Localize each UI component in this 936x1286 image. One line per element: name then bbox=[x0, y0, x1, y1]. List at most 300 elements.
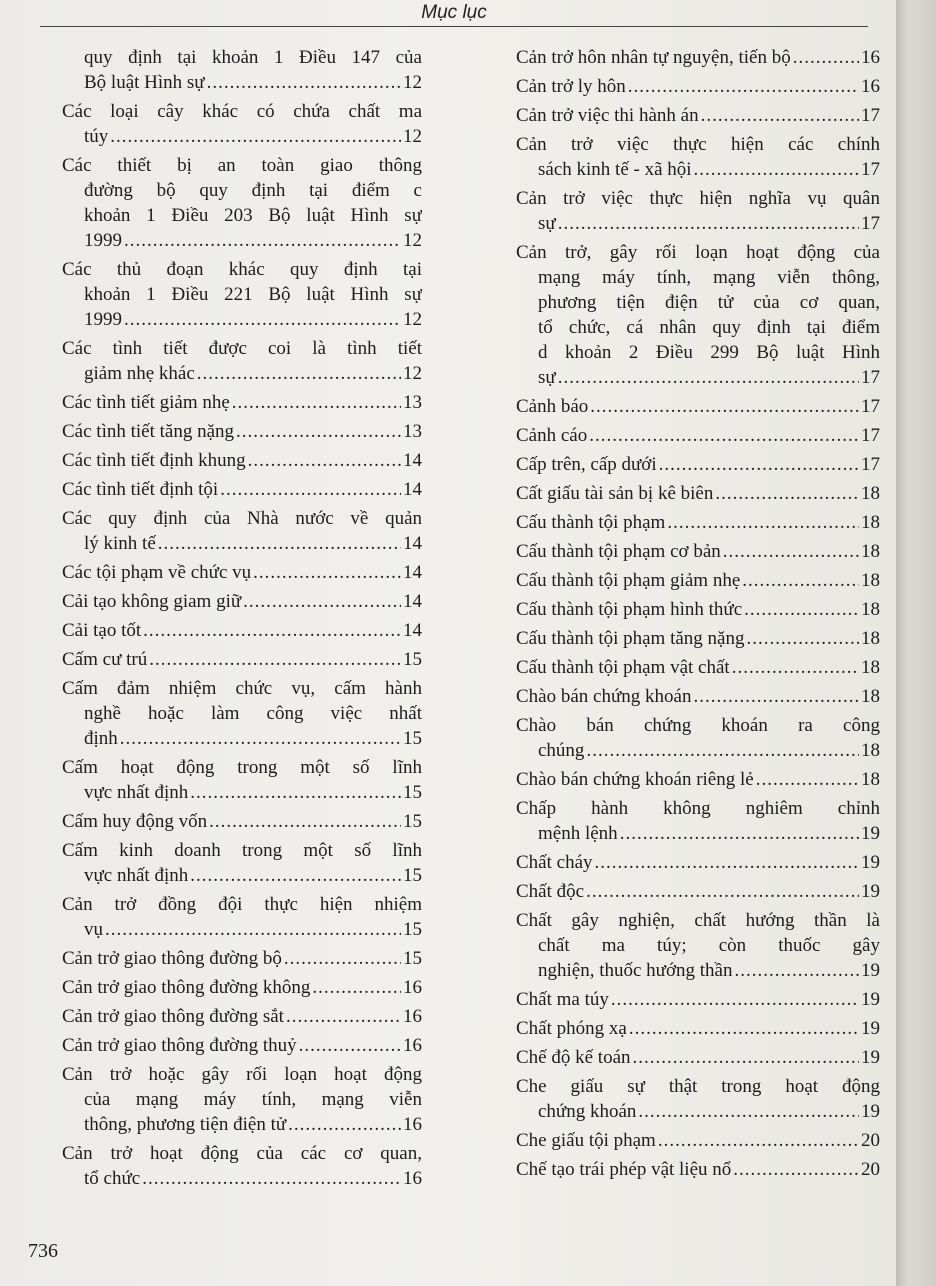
index-entry bbox=[62, 257, 422, 332]
entry-page-number: 16 bbox=[403, 1168, 422, 1189]
index-entry bbox=[516, 510, 880, 535]
page-number: 736 bbox=[28, 1240, 58, 1262]
entry-text: Các tình tiết định tội bbox=[62, 479, 219, 500]
dot-leader bbox=[589, 423, 859, 448]
entry-page-number: 20 bbox=[861, 1130, 880, 1151]
dot-leader bbox=[586, 738, 859, 763]
index-entry bbox=[62, 589, 422, 614]
dot-leader bbox=[638, 1099, 859, 1124]
index-entry bbox=[516, 1128, 880, 1153]
dot-leader bbox=[209, 809, 401, 834]
entry-page-number: 12 bbox=[403, 126, 422, 147]
dot-leader bbox=[124, 228, 401, 253]
dot-leader bbox=[288, 1112, 401, 1137]
dot-leader bbox=[633, 1045, 859, 1070]
index-entry bbox=[62, 506, 422, 556]
entry-text: Cấu thành tội phạm bbox=[516, 512, 666, 533]
dot-leader bbox=[236, 419, 401, 444]
index-entry bbox=[516, 132, 880, 182]
entry-page-number: 15 bbox=[403, 948, 422, 969]
entry-page-number: 16 bbox=[403, 977, 422, 998]
entry-page-number: 19 bbox=[861, 881, 880, 902]
entry-line: Các thủ đoạn khác quy định tại bbox=[62, 259, 422, 280]
entry-line: Che giấu sự thật trong hoạt động bbox=[516, 1076, 880, 1097]
entry-text: Cản trở giao thông đường không bbox=[62, 977, 311, 998]
dot-leader bbox=[120, 726, 401, 751]
entry-page-number: 14 bbox=[403, 591, 422, 612]
index-entry bbox=[516, 481, 880, 506]
index-entry bbox=[62, 448, 422, 473]
entry-page-number: 16 bbox=[861, 76, 880, 97]
entry-last-line bbox=[516, 1128, 880, 1153]
entry-last-line bbox=[62, 589, 422, 614]
index-entry bbox=[516, 655, 880, 680]
index-entry bbox=[516, 684, 880, 709]
dot-leader bbox=[658, 1128, 859, 1153]
index-entry bbox=[62, 647, 422, 672]
entry-last-line bbox=[516, 597, 880, 622]
entry-last-line bbox=[516, 1016, 880, 1041]
entry-text: Chế tạo trái phép vật liệu nổ bbox=[516, 1159, 732, 1180]
index-entry bbox=[516, 626, 880, 651]
index-entry bbox=[516, 850, 880, 875]
index-entry bbox=[62, 1062, 422, 1137]
index-entry bbox=[516, 394, 880, 419]
entry-last-line bbox=[516, 850, 880, 875]
entry-last-line bbox=[62, 809, 422, 834]
entry-text: Các tình tiết tăng nặng bbox=[62, 421, 235, 442]
entry-page-number: 14 bbox=[403, 479, 422, 500]
entry-line: Cản trở việc thực hiện các chính bbox=[516, 134, 880, 155]
dot-leader bbox=[284, 946, 401, 971]
entry-page-number: 15 bbox=[403, 811, 422, 832]
entry-text: Cấu thành tội phạm giảm nhẹ bbox=[516, 570, 741, 591]
dot-leader bbox=[715, 481, 859, 506]
entry-text: Chất ma túy bbox=[516, 989, 609, 1010]
dot-leader bbox=[558, 211, 859, 236]
index-entry bbox=[516, 423, 880, 448]
entry-text: Cản trở việc thi hành án bbox=[516, 105, 699, 126]
dot-leader bbox=[611, 987, 859, 1012]
entry-page-number: 18 bbox=[861, 541, 880, 562]
entry-last-line bbox=[516, 74, 880, 99]
dot-leader bbox=[149, 647, 401, 672]
entry-page-number: 20 bbox=[861, 1159, 880, 1180]
dot-leader bbox=[142, 1166, 401, 1191]
dot-leader bbox=[207, 70, 401, 95]
entry-last-line bbox=[516, 539, 880, 564]
index-entry bbox=[62, 45, 422, 95]
entry-page-number: 19 bbox=[861, 823, 880, 844]
dot-leader bbox=[629, 1016, 859, 1041]
dot-leader bbox=[732, 655, 859, 680]
entry-last-line bbox=[62, 780, 422, 805]
entry-line: Cấm kinh doanh trong một số lĩnh bbox=[62, 840, 422, 861]
entry-page-number: 14 bbox=[403, 533, 422, 554]
index-entry bbox=[516, 1074, 880, 1124]
entry-text: túy bbox=[84, 126, 109, 147]
dot-leader bbox=[734, 958, 859, 983]
entry-line: khoản 1 Điều 203 Bộ luật Hình sự bbox=[84, 205, 422, 226]
dot-leader bbox=[312, 975, 401, 1000]
entry-page-number: 16 bbox=[403, 1035, 422, 1056]
index-entry bbox=[62, 755, 422, 805]
entry-last-line bbox=[516, 510, 880, 535]
index-entry bbox=[516, 713, 880, 763]
entry-page-number: 14 bbox=[403, 562, 422, 583]
index-entry bbox=[516, 1157, 880, 1182]
index-entry bbox=[516, 1016, 880, 1041]
entry-last-line bbox=[62, 917, 422, 942]
entry-last-line bbox=[62, 863, 422, 888]
index-entry bbox=[62, 838, 422, 888]
entry-page-number: 12 bbox=[403, 363, 422, 384]
entry-line: Cản trở đồng đội thực hiện nhiệm bbox=[62, 894, 422, 915]
entry-last-line bbox=[62, 448, 422, 473]
entry-line: Cản trở, gây rối loạn hoạt động của bbox=[516, 242, 880, 263]
entry-last-line bbox=[516, 1157, 880, 1182]
entry-last-line bbox=[516, 767, 880, 792]
dot-leader bbox=[143, 618, 401, 643]
entry-last-line bbox=[516, 103, 880, 128]
entry-text: 1999 bbox=[84, 230, 122, 251]
entry-text: mệnh lệnh bbox=[538, 823, 618, 844]
dot-leader bbox=[793, 45, 859, 70]
dot-leader bbox=[105, 917, 401, 942]
entry-page-number: 18 bbox=[861, 512, 880, 533]
entry-line: Các tình tiết được coi là tình tiết bbox=[62, 338, 422, 359]
index-entry bbox=[62, 390, 422, 415]
index-entry bbox=[62, 477, 422, 502]
entry-text: Cản trở giao thông đường bộ bbox=[62, 948, 282, 969]
entry-page-number: 19 bbox=[861, 989, 880, 1010]
entry-last-line bbox=[516, 45, 880, 70]
entry-text: chúng bbox=[538, 740, 585, 761]
dot-leader bbox=[243, 589, 401, 614]
dot-leader bbox=[590, 394, 859, 419]
dot-leader bbox=[744, 597, 859, 622]
entry-text: Chất phóng xạ bbox=[516, 1018, 627, 1039]
entry-text: Cải tạo không giam giữ bbox=[62, 591, 242, 612]
dot-leader bbox=[299, 1033, 401, 1058]
entry-page-number: 14 bbox=[403, 450, 422, 471]
index-entry bbox=[62, 1141, 422, 1191]
entry-page-number: 17 bbox=[861, 454, 880, 475]
entry-page-number: 12 bbox=[403, 72, 422, 93]
entry-page-number: 12 bbox=[403, 309, 422, 330]
entry-page-number: 13 bbox=[403, 392, 422, 413]
dot-leader bbox=[586, 879, 859, 904]
entry-line: Cấm đảm nhiệm chức vụ, cấm hành bbox=[62, 678, 422, 699]
entry-last-line bbox=[62, 560, 422, 585]
dot-leader bbox=[746, 626, 859, 651]
entry-last-line bbox=[62, 647, 422, 672]
entry-text: Cấm cư trú bbox=[62, 649, 148, 670]
entry-text: Chế độ kế toán bbox=[516, 1047, 631, 1068]
entry-text: Cất giấu tài sản bị kê biên bbox=[516, 483, 714, 504]
entry-text: nghiện, thuốc hướng thần bbox=[538, 960, 733, 981]
entry-line: khoản 1 Điều 221 Bộ luật Hình sự bbox=[84, 284, 422, 305]
entry-last-line bbox=[516, 568, 880, 593]
entry-text: Cấm huy động vốn bbox=[62, 811, 208, 832]
entry-last-line bbox=[62, 1166, 422, 1191]
entry-page-number: 15 bbox=[403, 649, 422, 670]
dot-leader bbox=[190, 780, 401, 805]
entry-text: Cấu thành tội phạm hình thức bbox=[516, 599, 743, 620]
entry-text: Cấu thành tội phạm vật chất bbox=[516, 657, 730, 678]
index-entry bbox=[516, 1045, 880, 1070]
entry-page-number: 17 bbox=[861, 425, 880, 446]
entry-last-line bbox=[516, 684, 880, 709]
entry-page-number: 18 bbox=[861, 570, 880, 591]
entry-line: Chất gây nghiện, chất hướng thần là bbox=[516, 910, 880, 931]
entry-page-number: 17 bbox=[861, 396, 880, 417]
entry-page-number: 16 bbox=[403, 1114, 422, 1135]
index-entry bbox=[516, 74, 880, 99]
index-entry bbox=[516, 539, 880, 564]
entry-line: Các quy định của Nhà nước về quản bbox=[62, 508, 422, 529]
entry-text: thông, phương tiện điện tử bbox=[84, 1114, 287, 1135]
index-entry bbox=[516, 987, 880, 1012]
entry-text: định bbox=[84, 728, 118, 749]
entry-text: Chào bán chứng khoán riêng lẻ bbox=[516, 769, 754, 790]
index-entry bbox=[516, 767, 880, 792]
entry-text: 1999 bbox=[84, 309, 122, 330]
entry-line: của mạng máy tính, mạng viễn bbox=[84, 1089, 422, 1110]
entry-text: Chất độc bbox=[516, 881, 585, 902]
entry-text: Cản trở giao thông đường sắt bbox=[62, 1006, 284, 1027]
entry-last-line bbox=[516, 821, 880, 846]
dot-leader bbox=[667, 510, 859, 535]
entry-page-number: 13 bbox=[403, 421, 422, 442]
entry-last-line bbox=[62, 228, 422, 253]
entry-text: Cấu thành tội phạm cơ bản bbox=[516, 541, 721, 562]
entry-last-line bbox=[516, 655, 880, 680]
entry-last-line bbox=[62, 1004, 422, 1029]
entry-text: chứng khoán bbox=[538, 1101, 637, 1122]
header-rule bbox=[40, 26, 868, 27]
index-column-right bbox=[516, 45, 880, 1186]
entry-text: Cản trở ly hôn bbox=[516, 76, 626, 97]
index-entry bbox=[62, 676, 422, 751]
entry-last-line bbox=[516, 1099, 880, 1124]
running-header: Mục lục bbox=[421, 2, 487, 23]
entry-text: Chất cháy bbox=[516, 852, 593, 873]
entry-page-number: 17 bbox=[861, 105, 880, 126]
entry-page-number: 15 bbox=[403, 728, 422, 749]
entry-text: Chào bán chứng khoán bbox=[516, 686, 692, 707]
entry-last-line bbox=[62, 1033, 422, 1058]
entry-page-number: 15 bbox=[403, 782, 422, 803]
entry-last-line bbox=[516, 211, 880, 236]
entry-page-number: 19 bbox=[861, 1018, 880, 1039]
entry-last-line bbox=[516, 879, 880, 904]
index-entry bbox=[62, 153, 422, 253]
index-entry bbox=[62, 560, 422, 585]
entry-page-number: 18 bbox=[861, 599, 880, 620]
index-entry bbox=[516, 568, 880, 593]
dot-leader bbox=[558, 365, 859, 390]
entry-page-number: 12 bbox=[403, 230, 422, 251]
entry-page-number: 17 bbox=[861, 159, 880, 180]
entry-text: Các tình tiết định khung bbox=[62, 450, 246, 471]
entry-page-number: 19 bbox=[861, 960, 880, 981]
entry-text: Các tình tiết giảm nhẹ bbox=[62, 392, 230, 413]
entry-last-line bbox=[62, 361, 422, 386]
entry-page-number: 18 bbox=[861, 769, 880, 790]
index-entry bbox=[62, 99, 422, 149]
index-entry bbox=[62, 336, 422, 386]
entry-page-number: 15 bbox=[403, 919, 422, 940]
index-entry bbox=[62, 1004, 422, 1029]
entry-text: vực nhất định bbox=[84, 782, 189, 803]
entry-last-line bbox=[62, 124, 422, 149]
entry-line: Cản trở hoặc gây rối loạn hoạt động bbox=[62, 1064, 422, 1085]
dot-leader bbox=[628, 74, 859, 99]
entry-last-line bbox=[62, 618, 422, 643]
entry-text: Cảnh cáo bbox=[516, 425, 588, 446]
entry-last-line bbox=[62, 70, 422, 95]
entry-text: Cản trở hôn nhân tự nguyện, tiến bộ bbox=[516, 47, 791, 68]
index-entry bbox=[62, 1033, 422, 1058]
entry-page-number: 16 bbox=[403, 1006, 422, 1027]
entry-line: Chào bán chứng khoán ra công bbox=[516, 715, 880, 736]
dot-leader bbox=[595, 850, 859, 875]
entry-text: Cấu thành tội phạm tăng nặng bbox=[516, 628, 745, 649]
entry-line: nghề hoặc làm công việc nhất bbox=[84, 703, 422, 724]
entry-page-number: 17 bbox=[861, 213, 880, 234]
dot-leader bbox=[620, 821, 859, 846]
entry-line: đường bộ quy định tại điểm c bbox=[84, 180, 422, 201]
index-entry bbox=[516, 103, 880, 128]
entry-page-number: 16 bbox=[861, 47, 880, 68]
dot-leader bbox=[124, 307, 401, 332]
entry-text: Các tội phạm về chức vụ bbox=[62, 562, 252, 583]
entry-text: tổ chức bbox=[84, 1168, 141, 1189]
entry-line: Chấp hành không nghiêm chỉnh bbox=[516, 798, 880, 819]
index-entry bbox=[516, 240, 880, 390]
entry-line: Các loại cây khác có chứa chất ma bbox=[62, 101, 422, 122]
entry-text: Cảnh báo bbox=[516, 396, 589, 417]
entry-line: mạng máy tính, mạng viễn thông, bbox=[538, 267, 880, 288]
entry-last-line bbox=[516, 452, 880, 477]
index-entry bbox=[516, 452, 880, 477]
dot-leader bbox=[733, 1157, 859, 1182]
entry-page-number: 18 bbox=[861, 686, 880, 707]
index-entry bbox=[516, 45, 880, 70]
dot-leader bbox=[248, 448, 401, 473]
dot-leader bbox=[659, 452, 859, 477]
entry-text: sự bbox=[538, 367, 556, 388]
index-entry bbox=[62, 809, 422, 834]
index-entry bbox=[516, 879, 880, 904]
index-entry bbox=[516, 597, 880, 622]
dot-leader bbox=[253, 560, 401, 585]
dot-leader bbox=[158, 531, 401, 556]
entry-last-line bbox=[516, 481, 880, 506]
entry-last-line bbox=[516, 365, 880, 390]
entry-last-line bbox=[516, 738, 880, 763]
entry-text: giảm nhẹ khác bbox=[84, 363, 195, 384]
entry-line: tổ chức, cá nhân quy định tại điểm bbox=[538, 317, 880, 338]
entry-last-line bbox=[516, 958, 880, 983]
entry-last-line bbox=[516, 626, 880, 651]
entry-text: vụ bbox=[84, 919, 103, 940]
entry-text: lý kinh tế bbox=[84, 533, 156, 554]
entry-last-line bbox=[62, 1112, 422, 1137]
adjacent-page-edge bbox=[896, 0, 936, 1286]
entry-line: chất ma túy; còn thuốc gây bbox=[538, 935, 880, 956]
entry-page-number: 17 bbox=[861, 367, 880, 388]
entry-page-number: 19 bbox=[861, 1101, 880, 1122]
entry-last-line bbox=[62, 946, 422, 971]
entry-last-line bbox=[62, 531, 422, 556]
entry-last-line bbox=[62, 419, 422, 444]
dot-leader bbox=[232, 390, 401, 415]
entry-last-line bbox=[516, 423, 880, 448]
entry-text: Cải tạo tốt bbox=[62, 620, 142, 641]
dot-leader bbox=[701, 103, 859, 128]
entry-page-number: 18 bbox=[861, 483, 880, 504]
index-entry bbox=[62, 946, 422, 971]
index-entry bbox=[516, 796, 880, 846]
dot-leader bbox=[693, 684, 859, 709]
index-entry bbox=[516, 186, 880, 236]
entry-page-number: 18 bbox=[861, 740, 880, 761]
entry-text: sự bbox=[538, 213, 556, 234]
entry-text: vực nhất định bbox=[84, 865, 189, 886]
entry-last-line bbox=[62, 477, 422, 502]
entry-line: Cản trở hoạt động của các cơ quan, bbox=[62, 1143, 422, 1164]
entry-page-number: 19 bbox=[861, 1047, 880, 1068]
entry-page-number: 19 bbox=[861, 852, 880, 873]
entry-last-line bbox=[62, 307, 422, 332]
entry-last-line bbox=[516, 157, 880, 182]
entry-text: sách kinh tế - xã hội bbox=[538, 159, 692, 180]
dot-leader bbox=[723, 539, 859, 564]
entry-text: Cản trở giao thông đường thuỷ bbox=[62, 1035, 297, 1056]
index-entry bbox=[62, 618, 422, 643]
entry-last-line bbox=[62, 390, 422, 415]
entry-page-number: 18 bbox=[861, 657, 880, 678]
index-entry bbox=[62, 975, 422, 1000]
dot-leader bbox=[190, 863, 401, 888]
entry-line: Các thiết bị an toàn giao thông bbox=[62, 155, 422, 176]
entry-line: quy định tại khoản 1 Điều 147 của bbox=[84, 47, 422, 68]
entry-last-line bbox=[62, 726, 422, 751]
dot-leader bbox=[742, 568, 859, 593]
entry-page-number: 18 bbox=[861, 628, 880, 649]
entry-last-line bbox=[516, 1045, 880, 1070]
entry-line: Cản trở việc thực hiện nghĩa vụ quân bbox=[516, 188, 880, 209]
dot-leader bbox=[694, 157, 859, 182]
entry-text: Bộ luật Hình sự bbox=[84, 72, 205, 93]
entry-last-line bbox=[516, 394, 880, 419]
entry-line: Cấm hoạt động trong một số lĩnh bbox=[62, 757, 422, 778]
entry-page-number: 14 bbox=[403, 620, 422, 641]
index-entry bbox=[516, 908, 880, 983]
entry-page-number: 15 bbox=[403, 865, 422, 886]
dot-leader bbox=[220, 477, 401, 502]
index-column-left bbox=[62, 45, 422, 1195]
entry-line: phương tiện điện tử của cơ quan, bbox=[538, 292, 880, 313]
dot-leader bbox=[756, 767, 859, 792]
entry-last-line bbox=[62, 975, 422, 1000]
entry-text: Cấp trên, cấp dưới bbox=[516, 454, 657, 475]
entry-text: Che giấu tội phạm bbox=[516, 1130, 656, 1151]
dot-leader bbox=[110, 124, 401, 149]
index-entry bbox=[62, 892, 422, 942]
